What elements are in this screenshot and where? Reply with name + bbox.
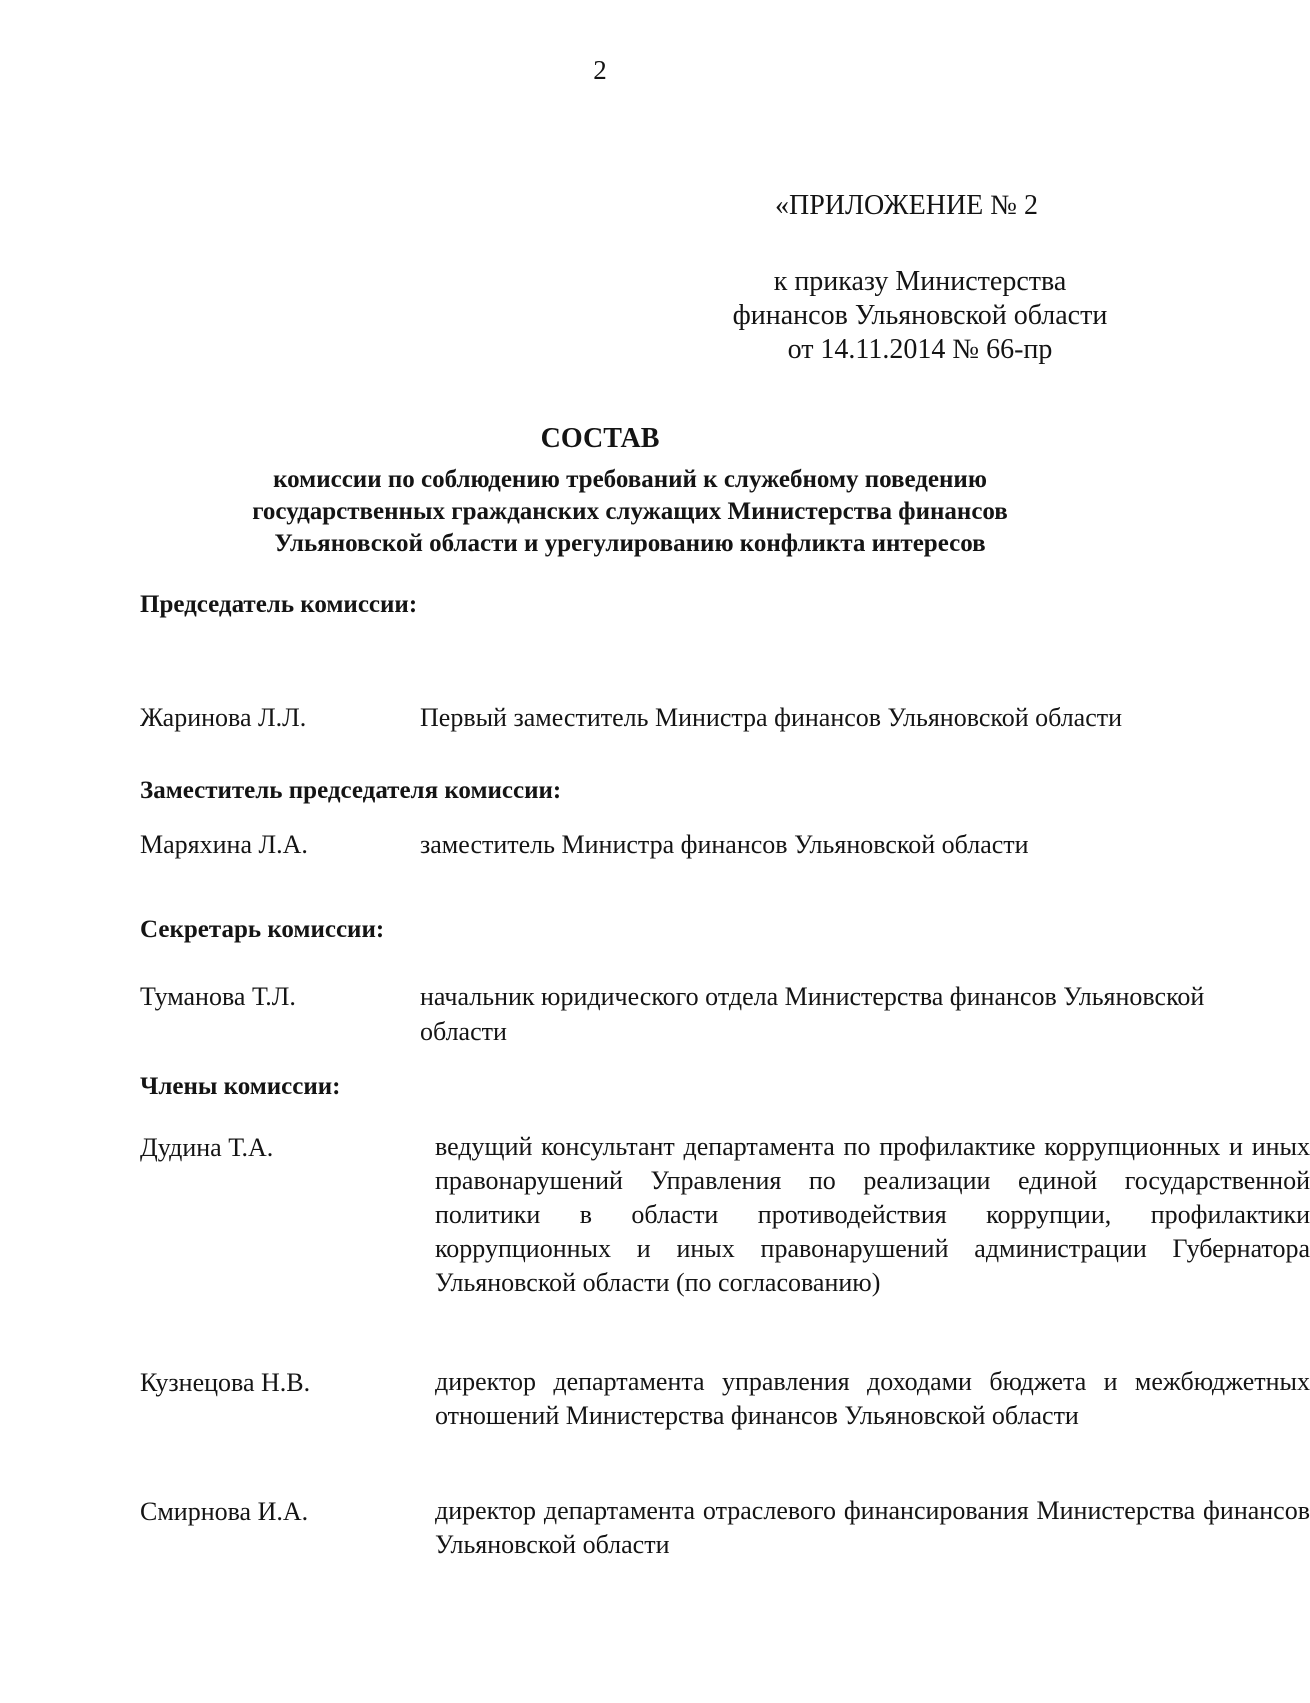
deputy-heading: Заместитель председателя комиссии: [140,777,562,804]
member-position: директор департамента управления доходами бюджета и межбюджетных отношений Министерства финансов Ульяновской области [435,1367,1310,1430]
annex-title: «ПРИЛОЖЕНИЕ № 2 [775,190,1038,221]
annex-ref-line: финансов Ульяновской области [732,300,1108,331]
secretary-heading: Секретарь комиссии: [140,916,385,943]
subtitle-line: Ульяновской области и урегулированию конфликта интересов [274,530,986,557]
member-position: Первый заместитель Министра финансов Ульяновской области [420,703,1123,732]
member-name: Дудина Т.А. [140,1133,274,1162]
page-number: 2 [593,55,607,85]
document-title: СОСТАВ [540,423,660,454]
annex-reference [700,265,1140,367]
member-position: ведущий консультант департамента по профилактике коррупционных и иных правонарушений Управления по реализации единой государственной политики в области противодействия коррупции, профилактики коррупционных и иных правонарушений администрации Губернатора Ульяновской области (по согласованию) [435,1132,1310,1297]
member-position: начальник юридического отдела Министерства финансов Ульяновской области [420,982,1205,1046]
member-name: Жаринова Л.Л. [140,703,307,732]
member-position: заместитель Министра финансов Ульяновской области [420,830,1029,859]
subtitle-line: государственных гражданских служащих Министерства финансов [252,498,1008,525]
subtitle-line: комиссии по соблюдению требований к служебному поведению [273,466,987,493]
annex-ref-line: от 14.11.2014 № 66-пр [787,334,1053,365]
member-name: Туманова Т.Л. [140,982,296,1011]
annex-ref-line: к приказу Министерства [773,266,1067,297]
member-name: Кузнецова Н.В. [140,1368,311,1397]
member-position: директор департамента отраслевого финансирования Министерства финансов Ульяновской области [435,1496,1310,1559]
member-name: Смирнова И.А. [140,1497,309,1526]
chairman-heading: Председатель комиссии: [140,591,418,618]
document-subtitle [150,464,1110,560]
members-heading: Члены комиссии: [140,1073,341,1100]
member-name: Маряхина Л.А. [140,830,308,859]
